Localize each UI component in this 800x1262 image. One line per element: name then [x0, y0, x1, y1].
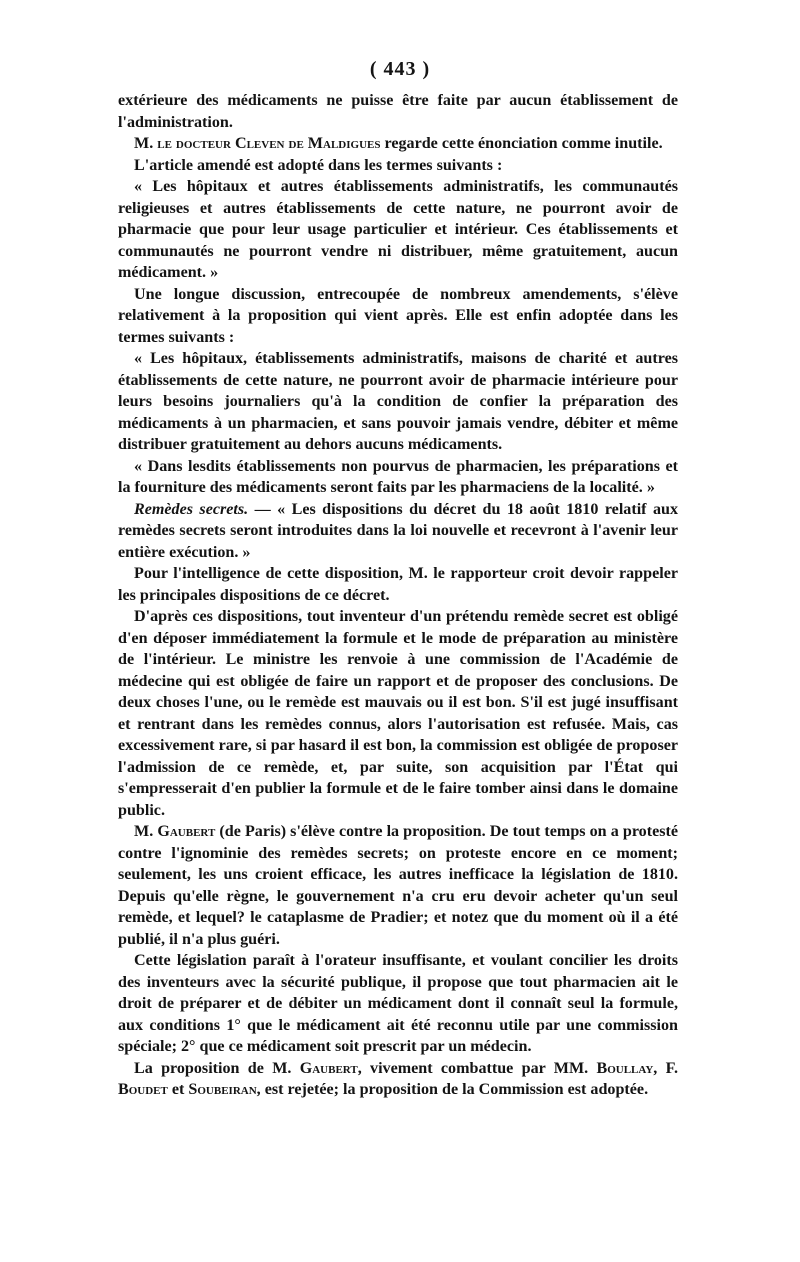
paragraph-text: et [167, 1081, 189, 1098]
paragraph-text: , vivement combattue par MM. [357, 1059, 597, 1077]
paragraph [118, 176, 678, 284]
person-name: Soubeiran [188, 1081, 257, 1098]
paragraph [118, 90, 678, 133]
person-name: M. le docteur Cleven de Maldigues [134, 135, 381, 152]
section-heading: Remèdes secrets. [134, 500, 249, 518]
paragraph-text: « Les hôpitaux, établissements administratifs, maisons de charité et autres établissements de cette nature, ne pourront avoir de pharmacie intérieure pour leurs besoins journaliers qu'à la condition de confier la préparation des médicaments à un pharmacien, et sans pouvoir jamais vendre, débiter et même distribuer gratuitement au dehors aucuns médicaments. [118, 350, 678, 453]
page-number: ( 443 ) [369, 58, 431, 80]
paragraph-text: , F. [653, 1059, 678, 1077]
paragraph [118, 499, 678, 564]
paragraph-text: Une longue discussion, entrecoupée de nombreux amendements, s'élève relativement à la proposition qui vient après. Elle est enfin adoptée dans les termes suivants : [118, 285, 678, 346]
paragraph-text: La proposition de M. [134, 1059, 300, 1077]
paragraph [118, 606, 678, 821]
paragraph [118, 950, 678, 1058]
paragraph-text: Cette législation paraît à l'orateur insuffisante, et voulant concilier les droits des inventeurs avec la sécurité publique, il propose que tout pharmacien ait le droit de préparer et de débiter un médicament dont il connaît seul la formule, aux conditions 1° que le médicament ait été reconnu utile par une commission spéciale; 2° que ce médicament soit prescrit par un médecin. [118, 952, 678, 1055]
person-name: Boudet [118, 1081, 168, 1098]
person-name: Boullay [596, 1059, 654, 1077]
paragraph [118, 821, 678, 950]
paragraph-text: « Les hôpitaux et autres établissements administratifs, les communautés religieuses et autres établissements de cette nature, ne pourront avoir de pharmacie que pour leur usage particulier et intérieur. Ces établissements et communautés ne pourront vendre ni distribuer, même gratuitement, aucun médicament. » [118, 178, 678, 281]
paragraph-text: M. [134, 823, 158, 840]
paragraph [118, 563, 678, 606]
paragraph-text: L'article amendé est adopté dans les termes suivants : [134, 156, 503, 174]
paragraph [118, 155, 678, 177]
body-text [118, 90, 678, 1101]
paragraph [118, 284, 678, 349]
paragraph-text: extérieure des médicaments ne puisse être faite par aucun établissement de l'administration. [118, 92, 678, 131]
person-name: Gaubert [299, 1059, 358, 1077]
person-name: Gaubert [157, 823, 216, 840]
paragraph [118, 348, 678, 456]
paragraph-text: , est rejetée; la proposition de la Commission est adoptée. [256, 1081, 649, 1098]
paragraph [118, 456, 678, 499]
paragraph-text: (de Paris) s'élève contre la proposition. De tout temps on a protesté contre l'ignominie des remèdes secrets; on proteste encore en ce moment; seulement, les uns croient efficace, les autres inefficace la législation de 1810. Depuis qu'elle règne, le gouvernement n'a cru eru devoir acheter qu'un seul remède, et lequel? le cataplasme de Pradier; et notez que du moment où il a été publié, il n'a plus guéri. [118, 823, 678, 948]
paragraph-text: D'après ces dispositions, tout inventeur d'un prétendu remède secret est obligé d'en déposer immédiatement la formule et le mode de préparation au ministère de l'intérieur. Le ministre les renvoie à une commission de l'Académie de médecine qui est obligée de faire un rapport et de proposer des conclusions. De deux choses l'une, ou le remède est mauvais ou il est bon. S'il est jugé insuffisant et rentrant dans les remèdes connus, alors l'autorisation est refusée. Mais, cas excessivement rare, si par hasard il est bon, la commission est obligée de proposer l'admission de ce remède, et, par suite, son acquisition par l'État qui s'empresserait d'en publier la formule et de le faire tomber ainsi dans le domaine public. [118, 608, 678, 819]
paragraph-text: — « Les dispositions du décret du 18 août 1810 relatif aux remèdes secrets seront introduites dans la loi nouvelle et recevront à l'avenir leur entière exécution. » [118, 500, 679, 561]
paragraph-text: « Dans lesdits établissements non pourvus de pharmacien, les préparations et la fourniture des médicaments seront faits par les pharmaciens de la localité. » [118, 457, 678, 496]
paragraph-text: regarde cette énonciation comme inutile. [380, 135, 663, 152]
paragraph [118, 1058, 678, 1101]
paragraph [118, 133, 678, 155]
paragraph-text: Pour l'intelligence de cette disposition, M. le rapporteur croit devoir rappeler les principales dispositions de ce décret. [118, 565, 678, 604]
